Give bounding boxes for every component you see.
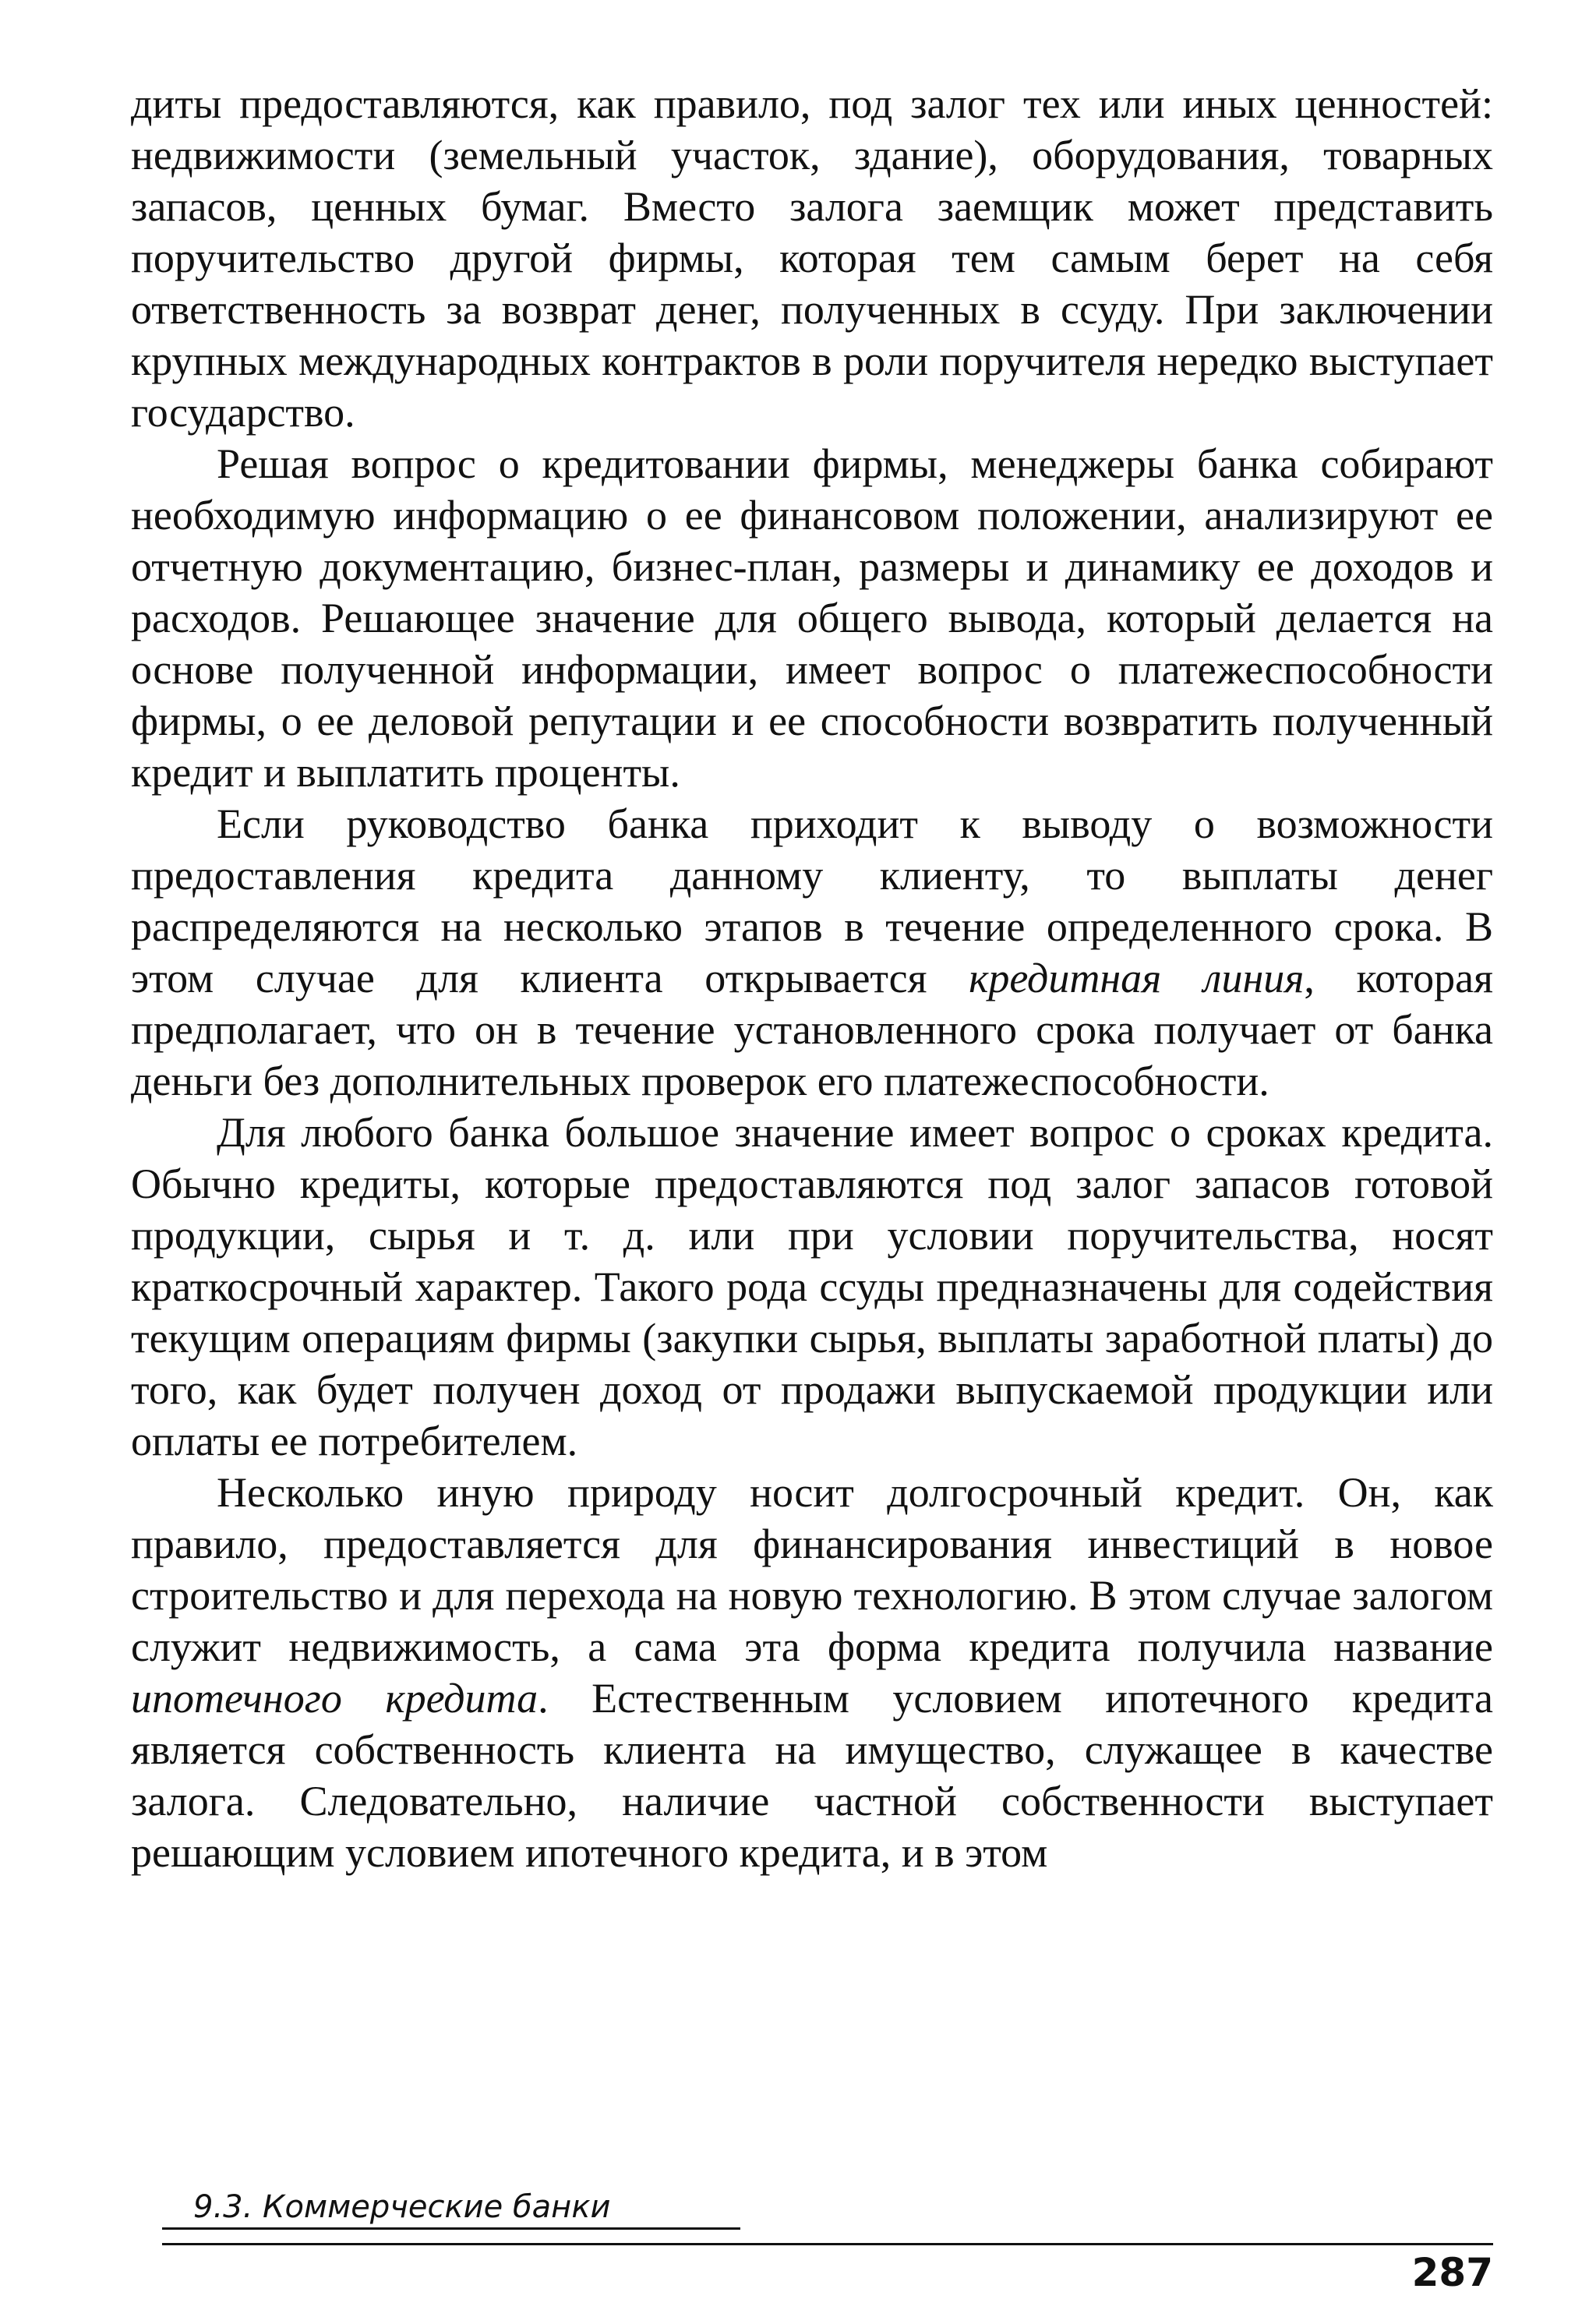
- paragraph-text: , которая предполагает, что он в течение установленного срока получает от банка деньги без дополнительных проверок его платежеспособности.: [131, 955, 1493, 1104]
- page-body: [131, 78, 1493, 1878]
- footer-rule-long: [162, 2243, 1493, 2245]
- paragraph-collateral: [131, 78, 1493, 438]
- term-credit-line: кредитная линия: [969, 955, 1305, 1001]
- paragraph-long-term-credit: [131, 1467, 1493, 1878]
- running-footer-section-title: 9.3. Коммерческие банки: [193, 2189, 611, 2225]
- paragraph-text: Если руководство банка приходит к выводу о возможности предоставления кредита данному клиенту, то выплаты денег распределяются на несколько этапов в течение определенного срока. В этом случае для клиента открывается: [131, 800, 1493, 1001]
- page-number: 287: [1411, 2250, 1493, 2295]
- paragraph-credit-line: [131, 798, 1493, 1107]
- paragraph-short-term-credit: [131, 1107, 1493, 1467]
- footer-rule-short: [162, 2227, 740, 2230]
- paragraph-credit-assessment: [131, 438, 1493, 798]
- paragraph-text: диты предоставляются, как правило, под залог тех или иных ценностей: недвижимости (земельный участок, здание), оборудования, товарных запасов, ценных бумаг. Вместо залога заемщик может представить поручительство другой фирмы, которая тем самым берет на себя ответственность за возврат денег, полученных в ссуду. При заключении крупных международных контрактов в роли поручителя нередко выступает государство.: [131, 80, 1493, 436]
- paragraph-text: . Естественным условием ипотечного кредита является собственность клиента на имущество, служащее в качестве залога. Следовательно, наличие частной собственности выступает решающим условием ипотечного кредита, и в этом: [131, 1675, 1493, 1876]
- paragraph-text: Несколько иную природу носит долгосрочный кредит. Он, как правило, предоставляется для финансирования инвестиций в новое строительство и для перехода на новую технологию. В этом случае залогом служит недвижимость, а сама эта форма кредита получила название: [131, 1469, 1493, 1670]
- paragraph-text: Решая вопрос о кредитовании фирмы, менеджеры банка собирают необходимую информацию о ее финансовом положении, анализируют ее отчетную документацию, бизнес-план, размеры и динамику ее доходов и расходов. Решающее значение для общего вывода, который делается на основе полученной информации, имеет вопрос о платежеспособности фирмы, о ее деловой репутации и ее способности возвратить полученный кредит и выплатить проценты.: [131, 440, 1493, 796]
- term-mortgage-credit: ипотечного кредита: [131, 1675, 538, 1722]
- paragraph-text: Для любого банка большое значение имеет вопрос о сроках кредита. Обычно кредиты, которые предоставляются под залог запасов готовой продукции, сырья и т. д. или при условии поручительства, носят краткосрочный характер. Такого рода ссуды предназначены для содействия текущим операциям фирмы (закупки сырья, выплаты заработной платы) до того, как будет получен доход от продажи выпускаемой продукции или оплаты ее потребителем.: [131, 1109, 1493, 1464]
